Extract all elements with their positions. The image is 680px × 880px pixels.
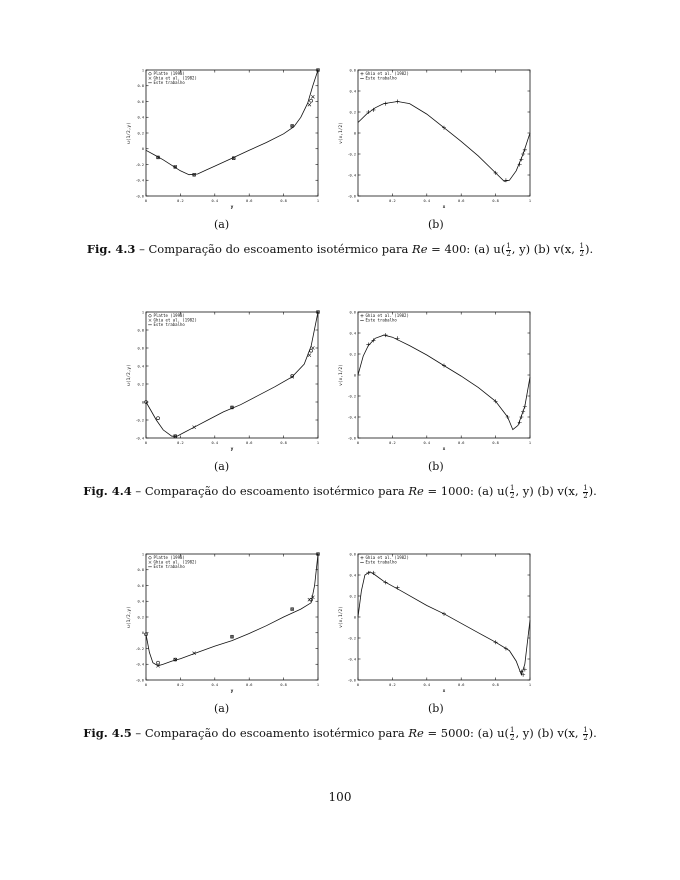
x-tick-label: 0.2 bbox=[177, 199, 184, 203]
figure-caption bbox=[0, 726, 680, 742]
x-tick-label: 0.4 bbox=[211, 441, 219, 445]
y-tick-label: 0.6 bbox=[137, 346, 144, 351]
ghia-point bbox=[519, 415, 523, 419]
figure-label: Fig. 4.5 bbox=[83, 726, 132, 740]
x-tick-label: 0.4 bbox=[423, 441, 431, 445]
caption-expr-a: (a) u( bbox=[477, 484, 509, 498]
chart-fig-4-4a bbox=[127, 310, 323, 452]
legend-entry: Ghia et al. (1982) bbox=[365, 555, 409, 560]
y-tick-label: -0.2 bbox=[135, 646, 144, 651]
ghia-point bbox=[442, 364, 446, 368]
reynolds-symbol: Re bbox=[408, 484, 424, 498]
caption-text: – Comparação do escoamento isotérmico para bbox=[131, 726, 409, 740]
ghia-point bbox=[366, 343, 370, 347]
x-axis-label: x bbox=[442, 689, 446, 694]
y-tick-label: 0.8 bbox=[137, 568, 144, 573]
legend-marker bbox=[149, 73, 152, 76]
y-tick-label: 0.2 bbox=[349, 594, 356, 599]
y-tick-label: 0.6 bbox=[137, 583, 144, 588]
x-tick-label: 1 bbox=[528, 683, 532, 687]
caption-expr-b: , y) (b) v(x, bbox=[511, 242, 579, 256]
x-tick-label: 0.8 bbox=[492, 683, 499, 687]
sublabel-b: (b) bbox=[428, 218, 444, 231]
ghia-point bbox=[311, 95, 314, 98]
y-tick-label: 1 bbox=[141, 552, 144, 557]
plot-frame bbox=[146, 70, 318, 196]
ghia-point bbox=[291, 124, 294, 127]
y-tick-label: -0.4 bbox=[347, 657, 356, 662]
legend-entry: Este trabalho bbox=[153, 80, 185, 85]
ghia-point bbox=[230, 635, 233, 638]
y-tick-label: 0.6 bbox=[349, 552, 356, 557]
ghia-point bbox=[384, 580, 388, 584]
caption-end: ). bbox=[588, 726, 597, 740]
sublabel-a: (a) bbox=[214, 218, 230, 231]
y-axis-label: u(1/2,y) bbox=[127, 364, 132, 386]
platte-point bbox=[157, 661, 160, 664]
page-number: 100 bbox=[328, 790, 352, 804]
plot-frame bbox=[146, 312, 318, 438]
legend-entry: Este trabalho bbox=[365, 75, 397, 81]
plot-frame bbox=[358, 312, 530, 438]
series-line-este-trabalho bbox=[146, 70, 318, 175]
x-tick-label: 1 bbox=[316, 441, 320, 445]
y-tick-label: 1 bbox=[141, 68, 144, 73]
series-line-este-trabalho bbox=[358, 335, 530, 430]
ghia-point bbox=[366, 571, 370, 575]
x-tick-label: 0 bbox=[356, 199, 360, 203]
ghia-point bbox=[521, 410, 525, 414]
y-tick-label: -0.2 bbox=[347, 636, 356, 641]
y-tick-label: -0.4 bbox=[135, 436, 144, 441]
platte-point bbox=[310, 349, 313, 352]
ghia-point bbox=[504, 647, 508, 651]
y-axis-label: v(x,1/2) bbox=[339, 364, 344, 386]
x-tick-label: 0.6 bbox=[245, 683, 253, 687]
y-tick-label: 0.8 bbox=[137, 84, 144, 89]
y-tick-label: 0.2 bbox=[137, 131, 144, 136]
y-tick-label: 0.2 bbox=[137, 382, 144, 387]
x-tick-label: 1 bbox=[316, 199, 320, 203]
ghia-point bbox=[384, 102, 388, 106]
y-tick-label: -0.4 bbox=[347, 173, 356, 178]
x-tick-label: 0.4 bbox=[211, 199, 219, 203]
y-tick-label: 0.2 bbox=[349, 352, 356, 357]
reynolds-value: = 1000: bbox=[423, 484, 478, 498]
x-tick-label: 0 bbox=[356, 441, 360, 445]
y-tick-label: 0 bbox=[141, 631, 144, 636]
legend-marker bbox=[360, 556, 363, 559]
caption-text: – Comparação do escoamento isotérmico para bbox=[131, 484, 409, 498]
chart-fig-4-5b bbox=[339, 552, 535, 694]
figure-caption bbox=[0, 242, 680, 258]
y-tick-label: -0.4 bbox=[347, 415, 356, 420]
plot-frame bbox=[358, 554, 530, 680]
chart-fig-4-5a bbox=[127, 552, 323, 694]
legend-marker bbox=[360, 72, 363, 75]
x-tick-label: 0.2 bbox=[177, 683, 184, 687]
figure-label: Fig. 4.4 bbox=[83, 484, 132, 498]
ghia-point bbox=[308, 103, 311, 106]
legend-entry: Este trabalho bbox=[365, 559, 397, 565]
x-tick-label: 0.8 bbox=[280, 683, 287, 687]
y-tick-label: 0 bbox=[141, 400, 144, 405]
legend-marker bbox=[149, 561, 152, 564]
y-tick-label: 0.4 bbox=[349, 331, 356, 336]
ghia-point bbox=[371, 571, 375, 575]
y-tick-label: 0 bbox=[353, 615, 356, 620]
x-tick-label: 0.2 bbox=[389, 683, 396, 687]
y-tick-label: -0.6 bbox=[347, 678, 356, 683]
y-tick-label: 0.4 bbox=[137, 364, 144, 369]
ghia-point bbox=[396, 586, 400, 590]
caption-text: – Comparação do escoamento isotérmico para bbox=[135, 242, 413, 256]
ghia-point bbox=[396, 100, 400, 104]
y-tick-label: 1 bbox=[141, 310, 144, 315]
reynolds-value: = 400: bbox=[427, 242, 474, 256]
legend-entry: Ghia et al. (1982) bbox=[153, 317, 197, 323]
ghia-point bbox=[494, 640, 498, 644]
y-tick-label: 0.4 bbox=[137, 115, 144, 120]
y-tick-label: 0.2 bbox=[137, 615, 144, 620]
legend-entry: Este trabalho bbox=[153, 322, 185, 327]
legend-entry: Ghia et al. (1982) bbox=[153, 75, 197, 81]
platte-point bbox=[157, 417, 160, 420]
ghia-point bbox=[193, 426, 196, 429]
caption-expr-b: , y) (b) v(x, bbox=[515, 726, 583, 740]
legend-entry: Platte (1998) bbox=[153, 555, 185, 560]
x-tick-label: 0.8 bbox=[280, 199, 287, 203]
reynolds-value: = 5000: bbox=[423, 726, 478, 740]
series-line-este-trabalho bbox=[358, 102, 530, 182]
legend-marker bbox=[149, 315, 152, 318]
x-tick-label: 0.2 bbox=[389, 199, 396, 203]
y-tick-label: -0.2 bbox=[135, 418, 144, 423]
x-tick-label: 0 bbox=[144, 441, 148, 445]
x-axis-label: x bbox=[442, 205, 446, 210]
y-tick-label: 0.6 bbox=[349, 310, 356, 315]
y-tick-label: -0.2 bbox=[135, 162, 144, 167]
reynolds-symbol: Re bbox=[408, 726, 424, 740]
x-tick-label: 0.6 bbox=[457, 199, 465, 203]
y-tick-label: 0 bbox=[141, 147, 144, 152]
y-tick-label: -0.2 bbox=[347, 152, 356, 157]
ghia-point bbox=[521, 152, 525, 156]
chart-fig-4-3b bbox=[339, 68, 535, 210]
ghia-point bbox=[504, 178, 508, 182]
legend-marker bbox=[149, 77, 152, 80]
ghia-point bbox=[308, 354, 311, 357]
legend-entry: Ghia et al. (1982) bbox=[365, 313, 409, 318]
fraction: $\frac{1}{2}$ bbox=[583, 725, 588, 742]
y-tick-label: 0.4 bbox=[349, 89, 356, 94]
ghia-point bbox=[396, 336, 400, 340]
x-tick-label: 0.6 bbox=[457, 441, 465, 445]
series-line-este-trabalho bbox=[358, 572, 530, 675]
y-tick-label: 0.2 bbox=[349, 110, 356, 115]
y-tick-label: -0.4 bbox=[135, 662, 144, 667]
legend-entry: Ghia et al. (1982) bbox=[365, 71, 409, 76]
ghia-point bbox=[442, 612, 446, 616]
sublabel-a: (a) bbox=[214, 460, 230, 473]
x-tick-label: 0 bbox=[144, 199, 148, 203]
ghia-point bbox=[291, 608, 294, 611]
y-axis-label: v(x,1/2) bbox=[339, 606, 344, 628]
y-tick-label: 0.4 bbox=[349, 573, 356, 578]
x-tick-label: 1 bbox=[528, 441, 532, 445]
y-tick-label: -0.6 bbox=[347, 436, 356, 441]
caption-expr-a: (a) u( bbox=[473, 242, 506, 256]
y-tick-label: 0.8 bbox=[137, 328, 144, 333]
x-tick-label: 0.8 bbox=[280, 441, 287, 445]
x-tick-label: 1 bbox=[316, 683, 320, 687]
figure-caption bbox=[0, 484, 680, 500]
fraction: $\frac{1}{2}$ bbox=[506, 241, 511, 258]
y-tick-label: 0.6 bbox=[349, 68, 356, 73]
figure-label: Fig. 4.3 bbox=[86, 242, 136, 256]
y-tick-label: 0 bbox=[353, 131, 356, 136]
y-tick-label: 0 bbox=[353, 373, 356, 378]
y-tick-label: 0.4 bbox=[137, 599, 144, 604]
x-tick-label: 0.8 bbox=[492, 199, 499, 203]
x-tick-label: 0.8 bbox=[492, 441, 499, 445]
y-axis-label: v(x,1/2) bbox=[339, 122, 344, 144]
x-tick-label: 0.6 bbox=[245, 441, 253, 445]
x-tick-label: 0.2 bbox=[389, 441, 396, 445]
ghia-point bbox=[384, 333, 388, 337]
x-tick-label: 0 bbox=[356, 683, 360, 687]
platte-point bbox=[310, 99, 313, 102]
y-tick-label: -0.6 bbox=[135, 194, 144, 199]
y-tick-label: -0.6 bbox=[347, 194, 356, 199]
ghia-point bbox=[308, 598, 311, 601]
ghia-point bbox=[311, 346, 314, 349]
ghia-point bbox=[523, 405, 527, 409]
fraction: $\frac{1}{2}$ bbox=[579, 241, 584, 258]
x-tick-label: 1 bbox=[528, 199, 532, 203]
chart-fig-4-4b bbox=[339, 310, 535, 452]
legend-marker bbox=[360, 314, 363, 317]
legend-entry: Platte (1998) bbox=[153, 313, 185, 318]
caption-end: ). bbox=[588, 484, 597, 498]
x-tick-label: 0.6 bbox=[457, 683, 465, 687]
legend-marker bbox=[149, 557, 152, 560]
x-axis-label: y bbox=[230, 205, 234, 210]
y-axis-label: u(1/2,y) bbox=[127, 606, 132, 628]
y-tick-label: -0.4 bbox=[135, 178, 144, 183]
x-tick-label: 0 bbox=[144, 683, 148, 687]
y-tick-label: -0.6 bbox=[135, 678, 144, 683]
x-axis-label: y bbox=[230, 447, 234, 452]
y-tick-label: -0.2 bbox=[347, 394, 356, 399]
caption-expr-b: , y) (b) v(x, bbox=[515, 484, 583, 498]
x-tick-label: 0.4 bbox=[423, 199, 431, 203]
series-line-este-trabalho bbox=[146, 554, 318, 666]
reynolds-symbol: Re bbox=[412, 242, 428, 256]
ghia-point bbox=[523, 148, 527, 152]
x-axis-label: x bbox=[442, 447, 446, 452]
x-tick-label: 0.6 bbox=[245, 199, 253, 203]
sublabel-b: (b) bbox=[428, 702, 444, 715]
legend-entry: Este trabalho bbox=[153, 564, 185, 569]
y-tick-label: 0.6 bbox=[137, 99, 144, 104]
y-axis-label: u(1/2,y) bbox=[127, 122, 132, 144]
x-tick-label: 0.4 bbox=[423, 683, 431, 687]
caption-expr-a: (a) u( bbox=[477, 726, 509, 740]
chart-fig-4-3a bbox=[127, 68, 323, 210]
caption-end: ). bbox=[585, 242, 594, 256]
fraction: $\frac{1}{2}$ bbox=[583, 483, 588, 500]
x-tick-label: 0.2 bbox=[177, 441, 184, 445]
sublabel-b: (b) bbox=[428, 460, 444, 473]
legend-marker bbox=[149, 319, 152, 322]
x-axis-label: y bbox=[230, 689, 234, 694]
fraction: $\frac{1}{2}$ bbox=[509, 725, 515, 742]
sublabel-a: (a) bbox=[214, 702, 230, 715]
fraction: $\frac{1}{2}$ bbox=[509, 483, 515, 500]
legend-entry: Ghia et al. (1982) bbox=[153, 559, 197, 565]
x-tick-label: 0.4 bbox=[211, 683, 219, 687]
legend-entry: Platte (1998) bbox=[153, 71, 185, 76]
legend-entry: Este trabalho bbox=[365, 317, 397, 323]
plot-frame bbox=[358, 70, 530, 196]
